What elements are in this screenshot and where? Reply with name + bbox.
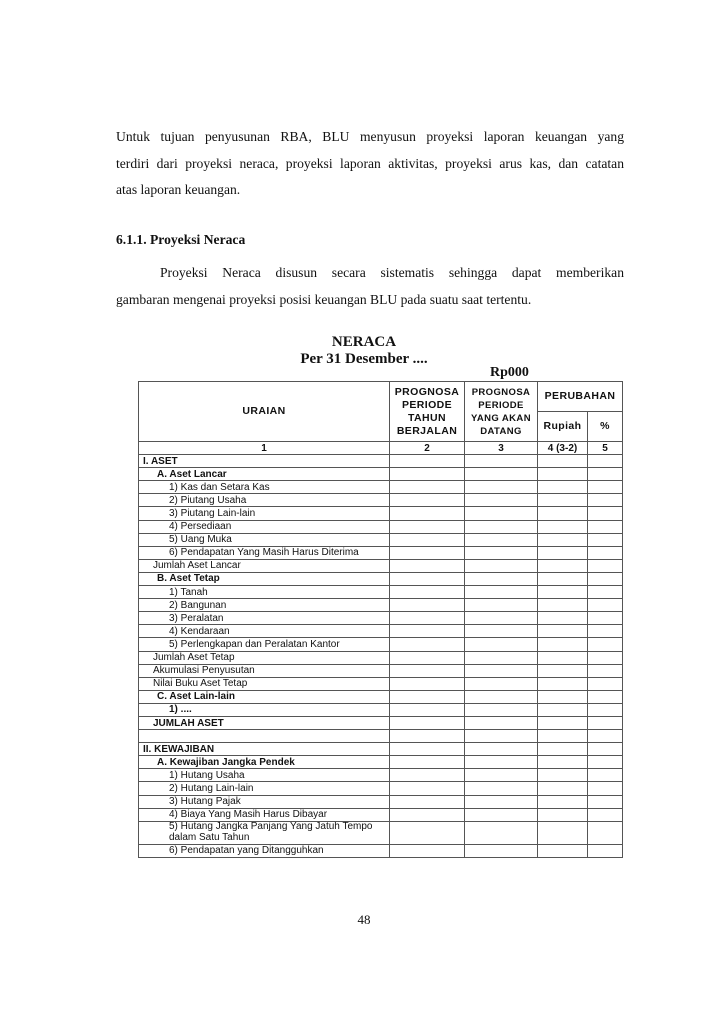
value-cell xyxy=(588,638,623,651)
value-cell xyxy=(390,533,465,546)
table-row xyxy=(139,690,623,703)
value-cell xyxy=(588,808,623,821)
header-rupiah: Rupiah xyxy=(538,412,588,442)
table-row xyxy=(139,572,623,585)
value-cell xyxy=(588,844,623,857)
table-row xyxy=(139,625,623,638)
value-cell xyxy=(390,494,465,507)
value-cell xyxy=(538,638,588,651)
table-row xyxy=(139,638,623,651)
value-cell xyxy=(588,507,623,520)
value-cell xyxy=(538,612,588,625)
table-row xyxy=(139,599,623,612)
value-cell xyxy=(390,572,465,585)
row-label: 6) Pendapatan Yang Masih Harus Diterima xyxy=(139,546,390,559)
value-cell xyxy=(390,586,465,599)
value-cell xyxy=(588,468,623,481)
header-perubahan: PERUBAHAN xyxy=(538,382,623,412)
intro-paragraph xyxy=(116,124,624,204)
value-cell xyxy=(465,664,538,677)
header-uraian: URAIAN xyxy=(139,382,390,442)
value-cell xyxy=(538,533,588,546)
value-cell xyxy=(588,677,623,690)
value-cell xyxy=(390,808,465,821)
value-cell xyxy=(588,586,623,599)
table-row xyxy=(139,703,623,716)
table-row xyxy=(139,468,623,481)
value-cell xyxy=(390,612,465,625)
row-label: Nilai Buku Aset Tetap xyxy=(139,677,390,690)
value-cell xyxy=(390,795,465,808)
value-cell xyxy=(390,507,465,520)
value-cell xyxy=(538,743,588,756)
value-cell xyxy=(390,651,465,664)
value-cell xyxy=(538,677,588,690)
header-persen: % xyxy=(588,412,623,442)
value-cell xyxy=(465,546,538,559)
text-line: Proyeksi Neraca disusun secara sistematis sehingga dapat memberikan xyxy=(160,265,624,280)
row-label: II. KEWAJIBAN xyxy=(139,743,390,756)
value-cell xyxy=(538,756,588,769)
value-cell xyxy=(465,559,538,572)
value-cell xyxy=(538,625,588,638)
value-cell xyxy=(390,730,465,743)
value-cell xyxy=(465,743,538,756)
value-cell xyxy=(390,559,465,572)
value-cell xyxy=(465,756,538,769)
value-cell xyxy=(390,546,465,559)
section-heading: 6.1.1. Proyeksi Neraca xyxy=(116,232,246,247)
value-cell xyxy=(588,599,623,612)
table-row xyxy=(139,520,623,533)
row-label: 6) Pendapatan yang Ditangguhkan xyxy=(139,844,390,857)
value-cell xyxy=(588,520,623,533)
value-cell xyxy=(588,546,623,559)
value-cell xyxy=(390,599,465,612)
value-cell xyxy=(465,586,538,599)
value-cell xyxy=(390,468,465,481)
value-cell xyxy=(390,743,465,756)
row-label: 5) Uang Muka xyxy=(139,533,390,546)
value-cell xyxy=(588,756,623,769)
table-row xyxy=(139,612,623,625)
table-row xyxy=(139,559,623,572)
table-row xyxy=(139,651,623,664)
value-cell xyxy=(588,703,623,716)
value-cell xyxy=(465,844,538,857)
value-cell xyxy=(465,690,538,703)
row-label: I. ASET xyxy=(139,455,390,468)
table-body xyxy=(139,455,623,858)
row-label: 2) Hutang Lain-lain xyxy=(139,782,390,795)
table-subtitle: Per 31 Desember .... xyxy=(300,351,428,367)
column-number: 5 xyxy=(588,442,623,455)
value-cell xyxy=(465,612,538,625)
value-cell xyxy=(390,625,465,638)
value-cell xyxy=(538,703,588,716)
value-cell xyxy=(465,468,538,481)
value-cell xyxy=(465,599,538,612)
value-cell xyxy=(465,677,538,690)
value-cell xyxy=(538,586,588,599)
table-row xyxy=(139,546,623,559)
table-row xyxy=(139,844,623,857)
value-cell xyxy=(538,844,588,857)
value-cell xyxy=(588,769,623,782)
value-cell xyxy=(390,782,465,795)
table-row xyxy=(139,494,623,507)
row-label: A. Kewajiban Jangka Pendek xyxy=(139,756,390,769)
table-row xyxy=(139,730,623,743)
value-cell xyxy=(588,455,623,468)
row-label: 1) Hutang Usaha xyxy=(139,769,390,782)
value-cell xyxy=(538,716,588,729)
value-cell xyxy=(390,716,465,729)
text-line: gambaran mengenai proyeksi posisi keuangan BLU pada suatu saat tertentu. xyxy=(116,291,532,307)
table-row xyxy=(139,664,623,677)
value-cell xyxy=(465,782,538,795)
balance-sheet-table xyxy=(138,381,623,858)
value-cell xyxy=(538,494,588,507)
value-cell xyxy=(588,612,623,625)
table-title: NERACA xyxy=(331,334,397,350)
row-label: 4) Persediaan xyxy=(139,520,390,533)
value-cell xyxy=(465,638,538,651)
value-cell xyxy=(465,625,538,638)
row-label: JUMLAH ASET xyxy=(139,716,390,729)
value-cell xyxy=(588,716,623,729)
value-cell xyxy=(588,494,623,507)
value-cell xyxy=(588,559,623,572)
column-number-row xyxy=(139,442,623,455)
row-label: Jumlah Aset Tetap xyxy=(139,651,390,664)
value-cell xyxy=(390,664,465,677)
row-label: C. Aset Lain-lain xyxy=(139,690,390,703)
value-cell xyxy=(538,507,588,520)
value-cell xyxy=(538,572,588,585)
value-cell xyxy=(465,651,538,664)
table-row xyxy=(139,586,623,599)
row-label: 1) .... xyxy=(139,703,390,716)
value-cell xyxy=(538,664,588,677)
value-cell xyxy=(538,546,588,559)
value-cell xyxy=(538,795,588,808)
table-row xyxy=(139,533,623,546)
row-label: 3) Peralatan xyxy=(139,612,390,625)
row-label: 2) Bangunan xyxy=(139,599,390,612)
column-number: 3 xyxy=(465,442,538,455)
value-cell xyxy=(588,664,623,677)
value-cell xyxy=(390,844,465,857)
value-cell xyxy=(465,730,538,743)
row-label xyxy=(139,730,390,743)
value-cell xyxy=(390,769,465,782)
value-cell xyxy=(588,533,623,546)
table-row xyxy=(139,808,623,821)
value-cell xyxy=(390,677,465,690)
value-cell xyxy=(588,782,623,795)
value-cell xyxy=(538,821,588,844)
column-number: 1 xyxy=(139,442,390,455)
row-label: 4) Kendaraan xyxy=(139,625,390,638)
value-cell xyxy=(465,808,538,821)
row-label: A. Aset Lancar xyxy=(139,468,390,481)
value-cell xyxy=(465,769,538,782)
value-cell xyxy=(538,769,588,782)
value-cell xyxy=(538,690,588,703)
value-cell xyxy=(588,730,623,743)
value-cell xyxy=(538,730,588,743)
row-label: 2) Piutang Usaha xyxy=(139,494,390,507)
value-cell xyxy=(465,533,538,546)
value-cell xyxy=(390,690,465,703)
value-cell xyxy=(588,651,623,664)
page-number: 48 xyxy=(357,912,371,927)
value-cell xyxy=(538,782,588,795)
value-cell xyxy=(538,468,588,481)
value-cell xyxy=(538,481,588,494)
table-row xyxy=(139,507,623,520)
row-label: Jumlah Aset Lancar xyxy=(139,559,390,572)
row-label: 4) Biaya Yang Masih Harus Dibayar xyxy=(139,808,390,821)
table-row xyxy=(139,677,623,690)
table-row xyxy=(139,743,623,756)
table-row xyxy=(139,455,623,468)
value-cell xyxy=(390,455,465,468)
text-line: Untuk tujuan penyusunan RBA, BLU menyusun proyeksi laporan keuangan yang xyxy=(116,129,624,144)
value-cell xyxy=(588,572,623,585)
value-cell xyxy=(538,808,588,821)
value-cell xyxy=(390,703,465,716)
value-cell xyxy=(390,520,465,533)
table-row xyxy=(139,795,623,808)
value-cell xyxy=(588,690,623,703)
value-cell xyxy=(588,821,623,844)
header-prognosa-akan-datang: PROGNOSA PERIODE YANG AKAN DATANG xyxy=(465,382,538,442)
column-number: 2 xyxy=(390,442,465,455)
value-cell xyxy=(465,520,538,533)
value-cell xyxy=(465,507,538,520)
value-cell xyxy=(390,756,465,769)
value-cell xyxy=(390,481,465,494)
value-cell xyxy=(390,638,465,651)
text-line: atas laporan keuangan. xyxy=(116,182,241,197)
value-cell xyxy=(538,520,588,533)
section-paragraph xyxy=(116,260,624,313)
row-label: 3) Hutang Pajak xyxy=(139,795,390,808)
table-row xyxy=(139,756,623,769)
table-title-block xyxy=(0,334,728,368)
value-cell xyxy=(465,481,538,494)
row-label: B. Aset Tetap xyxy=(139,572,390,585)
table-row xyxy=(139,821,623,844)
currency-unit: Rp000 xyxy=(490,365,529,380)
value-cell xyxy=(465,795,538,808)
table-row xyxy=(139,782,623,795)
row-label: 1) Kas dan Setara Kas xyxy=(139,481,390,494)
value-cell xyxy=(538,455,588,468)
value-cell xyxy=(465,455,538,468)
value-cell xyxy=(588,743,623,756)
value-cell xyxy=(588,625,623,638)
header-prognosa-berjalan: PROGNOSA PERIODE TAHUN BERJALAN xyxy=(390,382,465,442)
value-cell xyxy=(465,494,538,507)
value-cell xyxy=(588,481,623,494)
value-cell xyxy=(465,703,538,716)
row-label: Akumulasi Penyusutan xyxy=(139,664,390,677)
value-cell xyxy=(588,795,623,808)
value-cell xyxy=(465,716,538,729)
row-label: 3) Piutang Lain-lain xyxy=(139,507,390,520)
value-cell xyxy=(538,599,588,612)
table-row xyxy=(139,481,623,494)
table-row xyxy=(139,769,623,782)
table-row xyxy=(139,716,623,729)
row-label: 5) Perlengkapan dan Peralatan Kantor xyxy=(139,638,390,651)
value-cell xyxy=(538,559,588,572)
column-number: 4 (3-2) xyxy=(538,442,588,455)
value-cell xyxy=(465,572,538,585)
row-label: 1) Tanah xyxy=(139,586,390,599)
value-cell xyxy=(465,821,538,844)
text-line: terdiri dari proyeksi neraca, proyeksi laporan aktivitas, proyeksi arus kas, dan catatan xyxy=(116,155,624,171)
value-cell xyxy=(390,821,465,844)
value-cell xyxy=(538,651,588,664)
row-label: 5) Hutang Jangka Panjang Yang Jatuh Tempo dalam Satu Tahun xyxy=(139,821,390,844)
